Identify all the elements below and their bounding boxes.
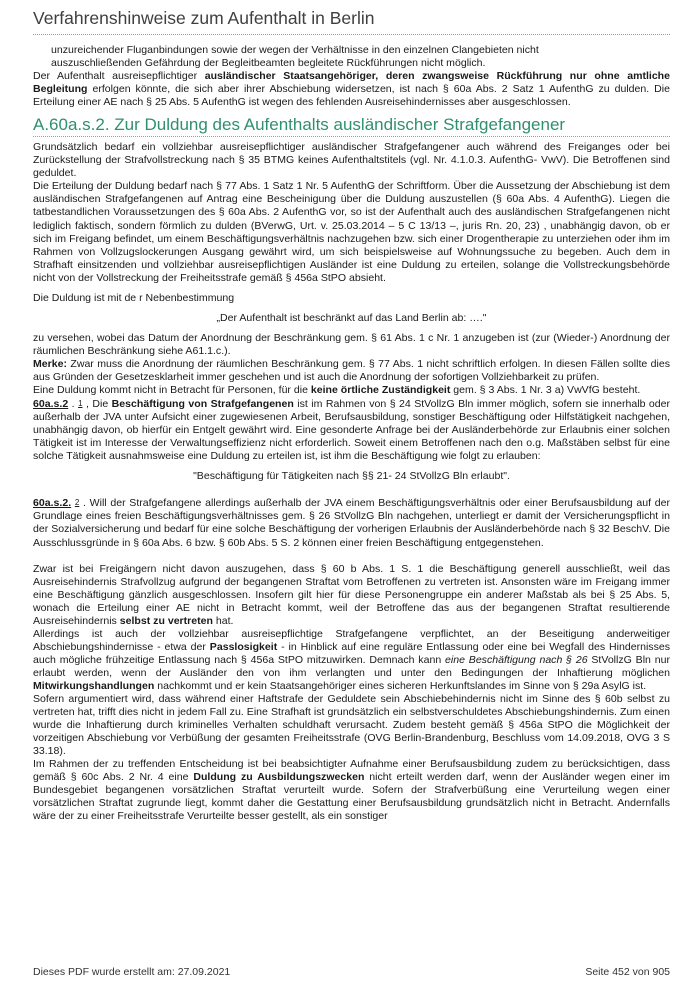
continuation-line-2: auszuschließenden Gefährdung der Begleitbeamten begleitete Rückführungen nicht möglich. xyxy=(51,57,486,70)
paragraph-merke: Merke: Zwar muss die Anordnung der räumlichen Beschränkung gem. § 77 Abs. 1 nicht schriftlich erfolgen. In diesen Fällen sollte dies aus Gründen der Gesetzesklarheit immer geschehen und ist auch die Anordnung der sofortigen Vollziehbarkeit zu prüfen. xyxy=(33,357,670,383)
paragraph-jurisdiction: Eine Duldung kommt nicht in Betracht für Personen, für die keine örtliche Zuständigkeit gem. § 3 Abs. 1 Nr. 3 a) VwVfG besteht. xyxy=(33,384,641,397)
footnote-ref[interactable]: 1 xyxy=(78,399,83,409)
paragraph-self-caused: Sofern argumentiert wird, dass während einer Haftstrafe der Geduldete sein Abschiebehindernis nicht im Sinne des § 60b selbst zu vertreten hat, trifft dies nicht in jedem Fall zu. Eine Strafhaft ist grundsätzlich ein selbstverschuldetes Abschiebungshindernis. Zum einen wurde die Inhaftierung durch kriminelles Verhalten schuldhaft verursacht. Zudem besteht gemäß § 456a StPO die Möglichkeit der vorzeitigen Abschiebung vor Verbüßung der gesamten Freiheitsstrafe (OVG Berlin-Brandenburg, Beschluss vom 14.09.2018, OVG 3 S 33.18). xyxy=(33,693,670,758)
continuation-line-1: unzureichender Fluganbindungen sowie der wegen der Verhältnisse in den einzelnen Clangebieten nicht xyxy=(51,44,539,56)
paragraph-60a-s2-2: 60a.s.2. 2 . Will der Strafgefangene allerdings außerhalb der JVA einem Beschäftigungsverhältnis oder einer Berufsausbildung auf der Grundlage eines freien Beschäftigungsverhältnisses gem. § 26 StVollzG Bln nachgehen, unterliegt er damit der Versicherungspflicht in der Sozialversicherung und bedarf für eine solche Beschäftigung der vorherigen Erlaubnis der Ausländerbehörde nach § 32 BeschV. Die Ausschlussgründe in § 60a Abs. 6 bzw. § 60b Abs. 5 S. 2 können einer freien Beschäftigung entgegenstehen. xyxy=(33,497,670,549)
paragraph-60a-s2-1: 60a.s.2 . 1 , Die Beschäftigung von Strafgefangenen ist im Rahmen von § 24 StVollzG Bln immer möglich, sofern sie innerhalb oder außerhalb der JVA unter Aufsicht einer zugewiesenen Arbeit, Berufsausbildung, sonstiger Beschäftigung oder Hilfstätigkeit nachgehen, unabhängig davon, ob hierfür ein Entgelt gewährt wird. Eine gesonderte Anfrage bei der Ausländerbehörde zur Erlaubnis einer solchen Tätigkeit ist im Interesse der Verwaltungseffizienz nicht erforderlich. Soweit einem Betroffenen nach den o.g. Maßstäben selbst für eine solche Tätigkeit ausnahmsweise eine Duldung zu erteilen ist, ist ihm die Beschäftigung wie folgt zu erlauben: xyxy=(33,398,671,463)
document-body xyxy=(33,44,670,823)
page-header-title: Verfahrenshinweise zum Aufenthalt in Berlin xyxy=(33,8,670,35)
paragraph-day-release: Zwar ist bei Freigängern nicht davon auszugehen, dass § 60 b Abs. 1 S. 1 die Beschäftigung generell ausschließt, weil das Ausreisehindernis Strafvollzug aufgrund der begangenen Straftat vom Betroffenen zu vertreten ist. Ansonsten wäre im Freigang immer eine Beschäftigung gänzlich ausgeschlossen. Insofern gilt hier für diese Personengruppe ein anderer Maßstab als bei § 25 Abs. 5, wonach die Erteilung einer AE nicht in Betracht kommt, weil der Betroffene das aus der begangenen Straftat resultierende Ausreisehindernis selbst zu vertreten hat. xyxy=(33,562,670,627)
paragraph-date-note: zu versehen, wobei das Datum der Anordnung der Beschränkung gem. § 61 Abs. 1 c Nr. 1 anzugeben ist (zur (Wieder-) Anordnung der räumlichen Beschränkung siehe A61.1.c.). xyxy=(33,331,670,357)
page-footer xyxy=(33,966,670,978)
quote-employment-permit: "Beschäftigung für Tätigkeiten nach §§ 21- 24 StVollzG Bln erlaubt". xyxy=(193,470,510,483)
paragraph-written-form: Die Erteilung der Duldung bedarf nach § 77 Abs. 1 Satz 1 Nr. 5 AufenthG der Schriftform. Über die Aussetzung der Abschiebung ist dem ausländischen Strafgefangenen auf Antrag eine Bescheinigung über die Duldung auszustellen (§ 60a Abs. 4 AufenthG). Liegen die tatbestandlichen Voraussetzungen des § 60a Abs. 2 AufenthG vor, so ist der Aufenthalt auch des ausländischen Strafgefangenen nicht lediglich faktisch, sondern förmlich zu dulden (BVerwG, Urt. v. 25.03.2014 – 5 C 13/13 –, juris Rn. 20, 23) , unabhängig davon, ob er sich im Freigang befindet, um einem Beschäftigungsverhältnis nachzugehen bzw. sich einer Drogentherapie zu unterziehen oder ihm im Rahmen von Vollzugslockerungen Ausgang gewährt wird, um sich beispielsweise auf Wohnungssuche zu begeben. Auch dem in Strafhaft einsitzenden und vollziehbar ausreisepflichtigen Ausländer ist eine Duldung zu erteilen, solange die Vollstreckungsbehörde nicht von der Vollstreckung der Freiheitsstrafe gemäß § 456a StPO absieht. xyxy=(33,180,670,284)
paragraph-continuation xyxy=(33,44,670,70)
bold-phrase: ausländischer Staatsangehöriger, deren zwangsweise Rückführung nur ohne amtliche Begleitung xyxy=(33,70,670,96)
paragraph-condition-intro: Die Duldung ist mit de r Nebenbestimmung xyxy=(33,291,235,304)
quote-residence-restriction: „Der Aufenthalt ist beschränkt auf das Land Berlin ab: …." xyxy=(216,311,487,324)
footnote-ref[interactable]: 2 xyxy=(74,498,80,508)
section-heading: A.60a.s.2. Zur Duldung des Aufenthalts ausländischer Strafgefangener xyxy=(33,114,670,137)
paragraph-basic: Grundsätzlich bedarf ein vollziehbar ausreisepflichtiger ausländischer Strafgefangener auch während des Freiganges oder bei Zurückstellung der Strafvollstreckung nach § 35 BTMG keines Aufenthaltstitels (vgl. Nr. 4.1.0.3. AufenthG- VwV). Die Betroffenen sind geduldet. xyxy=(33,141,670,180)
section-ref-link[interactable]: 60a.s.2. xyxy=(33,497,72,510)
section-ref-link[interactable]: 60a.s.2 xyxy=(33,398,69,411)
paragraph-training: Im Rahmen der zu treffenden Entscheidung ist bei beabsichtigter Aufnahme einer Berufsausbildung zudem zu berücksichtigen, dass gemäß § 60c Abs. 2 Nr. 4 eine Duldung zu Ausbildungszwecken nicht erteilt werden darf, wenn der Ausländer wegen einer im Bundesgebiet begangenen vorsätzlichen Straftat verurteilt wurde. Sofern der Strafverbüßung eine Verurteilung wegen einer vorsätzlichen Straftat zugrunde liegt, kommt daher die Gestattung einer Berufsausbildung grundsätzlich nicht in Betracht. Andernfalls wäre der zu einer Freiheitsstrafe Verurteilte besser gestellt, als ein sonstiger xyxy=(33,758,670,823)
footer-page-number: Seite 452 von 905 xyxy=(585,966,670,978)
footer-created-date: Dieses PDF wurde erstellt am: 27.09.2021 xyxy=(33,966,231,978)
merke-label: Merke: xyxy=(33,357,67,370)
paragraph-escort: Der Aufenthalt ausreisepflichtiger ausländischer Staatsangehöriger, deren zwangsweise Rückführung nur ohne amtliche Begleitung erfolgen könnte, die sich aber ihrer Abschiebung widersetzen, ist nach § 60a Abs. 2 Satz 1 AufenthG zu dulden. Die Erteilung einer AE nach § 25 Abs. 5 AufenthG ist wegen des fehlenden Ausreisehindernisses aber ausgeschlossen. xyxy=(33,70,670,109)
paragraph-cooperation: Allerdings ist auch der vollziehbar ausreisepflichtige Strafgefangene verpflichtet, an der Beseitigung anderweitiger Abschiebungshindernisse - etwa der Passlosigkeit - in Hinblick auf eine reguläre Entlassung oder eine bei Wegfall des Hindernisses auch mögliche frühzeitige Entlassung nach § 456a StPO mitzuwirken. Demnach kann eine Beschäftigung nach § 26 StVollzG Bln nur erlaubt werden, wenn der Ausländer den von ihm verlangten und unter den Bedingungen der Inhaftierung möglichen Mitwirkungshandlungen nachkommt und er kein Staatsangehöriger eines sicheren Herkunftslandes im Sinne von § 29a AsylG ist. xyxy=(33,627,670,692)
